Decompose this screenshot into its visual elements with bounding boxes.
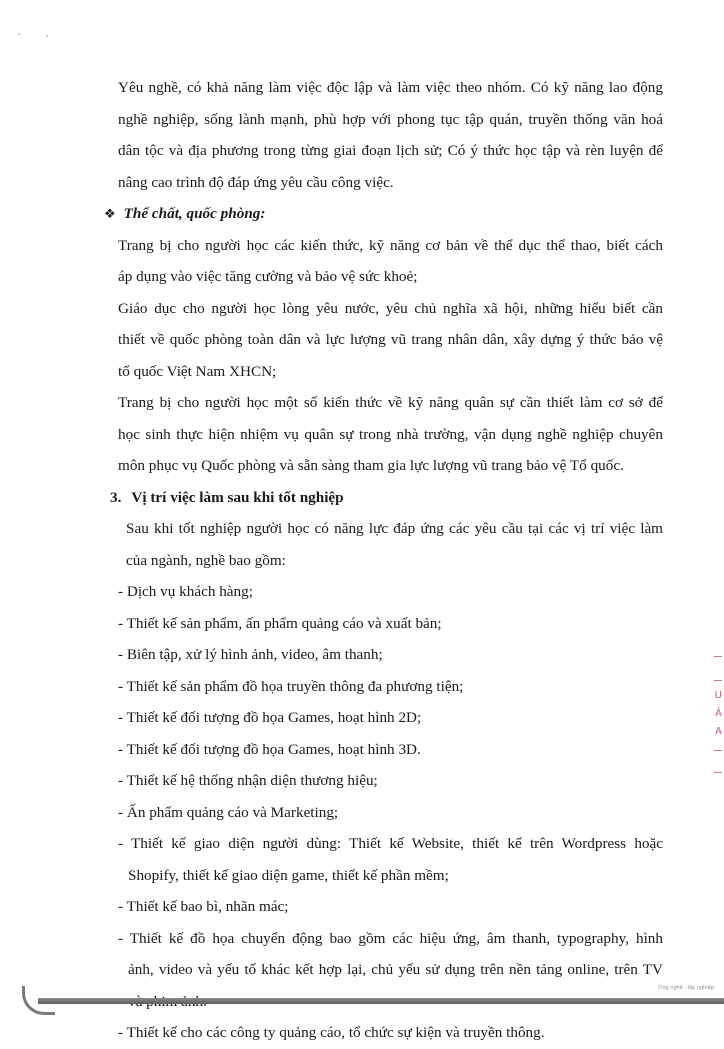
edge-glyph: Á [715,708,722,719]
subsection-heading-text: Thể chất, quốc phòng: [123,205,266,222]
footer-bar [38,998,724,1004]
text-line: nghề nghiệp, sống lành mạnh, phù hợp với phong tục tập quán, truyền thống văn hoá [118,110,663,128]
section-heading [110,482,663,514]
list-item: - Thiết kế đối tượng đồ họa Games, hoạt hình 3D. [118,740,421,758]
list-item: - Thiết kế bao bì, nhãn mác; [118,898,289,915]
physical-paragraph-2 [118,293,663,388]
text-line: của ngành, nghề bao gồm: [126,551,286,569]
diamond-bullet-icon: ❖ [104,206,116,221]
text-line: Sau khi tốt nghiệp người học có năng lực đáp ứng các yêu cầu tại các vị trí việc làm [126,520,663,537]
text-line: thiết về quốc phòng toàn dân và lực lượng vũ trang nhân dân, xây dựng ý thức bảo vệ [118,331,663,348]
edge-mark [714,656,722,657]
list-item: - Biên tập, xử lý hình ảnh, video, âm thanh; [118,646,383,663]
text-line: Shopify, thiết kế giao diện game, thiết kế phần mềm; [128,866,449,884]
list-item: - Dịch vụ khách hàng; [118,583,253,600]
job-position-list [118,576,663,1049]
list-item: - Thiết kế sản phẩm, ấn phẩm quảng cáo và xuất bản; [118,614,442,632]
text-line: - Thiết kế đồ họa chuyển động bao gồm các hiệu ứng, âm thanh, typography, hình [118,929,663,947]
document-body [104,72,663,1049]
text-line: tổ quốc Việt Nam XHCN; [118,362,277,380]
text-line: nâng cao trình độ đáp ứng yêu cầu công việc. [118,173,394,191]
physical-paragraph-3 [118,387,663,482]
text-line: dân tộc và địa phương trong từng giai đoạn lịch sử; Có ý thức học tập và rèn luyện để [118,142,663,159]
text-line: Giáo dục cho người học lòng yêu nước, yêu chủ nghĩa xã hội, những hiểu biết cần [118,299,663,317]
subsection-heading [104,198,663,230]
section-intro-paragraph [118,513,663,576]
section-title: Vị trí việc làm sau khi tốt nghiệp [131,488,344,506]
scan-speck [46,35,48,37]
edge-mark [714,750,722,751]
list-item: - Thiết kế hệ thống nhận diện thương hiệu; [118,772,378,789]
scan-speck [18,33,20,35]
text-line: môn phục vụ Quốc phòng và sẵn sàng tham gia lực lượng vũ trang bảo vệ Tổ quốc. [118,457,624,474]
list-item: - Thiết kế sản phẩm đồ họa truyền thông đa phương tiện; [118,677,464,695]
edge-mark [714,772,722,773]
edge-glyph: U [714,690,722,701]
text-line: Yêu nghề, có khả năng làm việc độc lập và làm việc theo nhóm. Có kỹ năng lao động [118,79,663,96]
section-number: 3. [110,488,122,506]
list-item: - Ấn phẩm quảng cáo và Marketing; [118,803,339,821]
edge-glyph: A [715,726,722,737]
text-line: ảnh, video và yếu tố khác kết hợp lại, chủ yếu sử dụng trên nền tảng online, trên TV [128,961,663,978]
text-line: - Thiết kế giao diện người dùng: Thiết kế Website, thiết kế trên Wordpress hoặc [118,835,663,852]
edge-scan-marks [710,650,722,780]
footer-label: Ứng nghề · lập nghiệp [658,985,714,991]
edge-mark [714,680,722,681]
text-line: Trang bị cho người học một số kiến thức về kỹ năng quân sự cần thiết làm cơ sở để [118,394,663,411]
text-line: áp dụng vào việc tăng cường và bảo vệ sức khoẻ; [118,268,418,285]
text-line: Trang bị cho người học các kiến thức, kỹ năng cơ bản về thể dục thể thao, biết cách [118,236,663,254]
physical-paragraph-1 [118,230,663,293]
list-item-multiline [118,828,663,891]
text-line: học sinh thực hiện nhiệm vụ quân sự trong nhà trường, vận dụng nghề nghiệp chuyên [118,425,663,443]
list-item: - Thiết kế cho các công ty quảng cáo, tổ chức sự kiện và truyền thông. [118,1024,545,1041]
list-item: - Thiết kế đối tượng đồ họa Games, hoạt hình 2D; [118,709,422,726]
intro-paragraph [118,72,663,198]
